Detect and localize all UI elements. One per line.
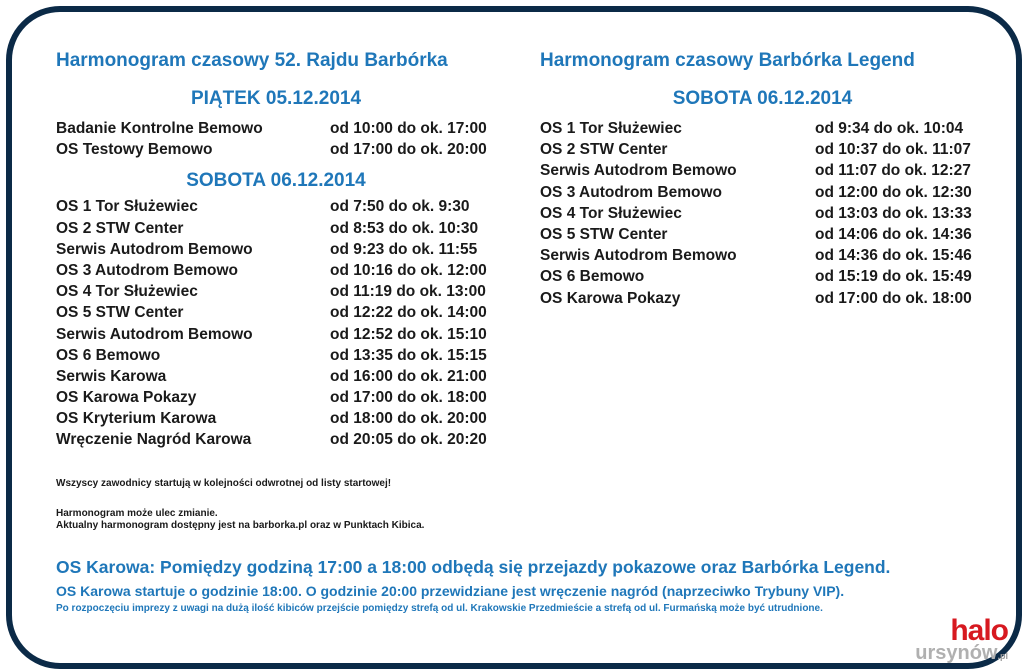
- right-day-row: [540, 160, 1000, 181]
- event-name: Serwis Autodrom Bemowo: [540, 247, 737, 265]
- event-name: Serwis Karowa: [56, 367, 167, 385]
- left-day2-row: [56, 366, 516, 387]
- event-name: OS 4 Tor Służewiec: [56, 283, 198, 301]
- event-name: OS Kryterium Karowa: [56, 410, 217, 428]
- right-day-row: [540, 288, 1000, 309]
- note-reverse-order: Wszyscy zawodnicy startują w kolejności odwrotnej od listy startowej!: [56, 478, 392, 489]
- left-day2-title: SOBOTA 06.12.2014: [186, 170, 366, 192]
- note-may-change: Harmonogram może ulec zmianie.: [56, 508, 218, 519]
- event-name: OS 1 Tor Służewiec: [56, 198, 198, 216]
- right-day-row: [540, 182, 1000, 203]
- left-day2-row: [56, 324, 516, 345]
- right-day-row: [540, 245, 1000, 266]
- event-time: od 17:00 do ok. 20:00: [330, 141, 487, 159]
- event-time: od 9:34 do ok. 10:04: [815, 120, 964, 137]
- event-name: OS Karowa Pokazy: [540, 289, 681, 307]
- halo-ursynow-logo: [915, 614, 1008, 665]
- event-time: od 10:00 do ok. 17:00: [330, 120, 487, 137]
- event-name: OS 2 STW Center: [56, 219, 184, 237]
- left-day1-list: [56, 118, 516, 160]
- left-day2-row: [56, 281, 516, 302]
- right-title: Harmonogram czasowy Barbórka Legend: [540, 50, 915, 71]
- left-day1-row: [56, 139, 516, 160]
- logo-ursynow: [915, 644, 1008, 665]
- right-day-row: [540, 224, 1000, 245]
- event-name: Serwis Autodrom Bemowo: [56, 325, 253, 343]
- event-name: OS Karowa Pokazy: [56, 389, 197, 407]
- left-day2-row: [56, 408, 516, 429]
- event-time: od 14:36 do ok. 15:46: [815, 247, 972, 265]
- footer-line-1: OS Karowa: Pomiędzy godziną 17:00 a 18:00 odbędą się przejazdy pokazowe oraz Barbórka Legend.: [56, 557, 891, 577]
- event-time: od 17:00 do ok. 18:00: [330, 389, 487, 407]
- event-time: od 20:05 do ok. 20:20: [330, 431, 487, 449]
- event-name: Serwis Autodrom Bemowo: [540, 162, 737, 180]
- event-name: OS 4 Tor Służewiec: [540, 204, 682, 222]
- right-day-title: SOBOTA 06.12.2014: [672, 88, 853, 109]
- logo-halo: halo: [950, 614, 1008, 647]
- right-day-row: [540, 139, 1000, 160]
- left-day1-title: PIĄTEK 05.12.2014: [190, 88, 362, 109]
- event-time: od 12:22 do ok. 14:00: [330, 304, 487, 322]
- event-name: OS 6 Bemowo: [56, 346, 161, 364]
- left-day2-row: [56, 429, 516, 450]
- note-current-schedule: Aktualny harmonogram dostępny jest na barborka.pl oraz w Punktach Kibica.: [56, 520, 425, 531]
- event-time: od 7:50 do ok. 9:30: [330, 198, 470, 216]
- left-day2-row: [56, 345, 516, 366]
- left-day2-row: [56, 196, 516, 217]
- event-name: Badanie Kontrolne Bemowo: [56, 120, 263, 137]
- left-schedule: [56, 50, 516, 451]
- event-time: od 12:52 do ok. 15:10: [330, 325, 487, 343]
- event-time: od 10:37 do ok. 11:07: [815, 141, 971, 159]
- logo-pl: .pl: [997, 651, 1008, 661]
- logo-ursynow-text: ursynów: [915, 642, 998, 664]
- event-time: od 15:19 do ok. 15:49: [815, 268, 972, 286]
- right-day-row: [540, 203, 1000, 224]
- right-day-row: [540, 266, 1000, 287]
- left-title: Harmonogram czasowy 52. Rajdu Barbórka: [56, 50, 448, 71]
- left-day2-row: [56, 302, 516, 323]
- event-time: od 8:53 do ok. 10:30: [330, 219, 479, 237]
- event-time: od 16:00 do ok. 21:00: [330, 367, 487, 385]
- event-name: OS 3 Autodrom Bemowo: [540, 183, 722, 201]
- event-time: od 11:19 do ok. 13:00: [330, 283, 486, 301]
- left-day1-row: [56, 118, 516, 139]
- event-time: od 17:00 do ok. 18:00: [815, 289, 972, 307]
- event-name: OS 1 Tor Służewiec: [540, 120, 682, 137]
- event-name: OS 3 Autodrom Bemowo: [56, 261, 238, 279]
- left-day2-row: [56, 239, 516, 260]
- left-day2-row: [56, 218, 516, 239]
- right-day-row: [540, 118, 1000, 139]
- event-time: od 9:23 do ok. 11:55: [330, 240, 478, 258]
- event-name: Serwis Autodrom Bemowo: [56, 240, 253, 258]
- left-day2-row: [56, 260, 516, 281]
- footer-line-2: OS Karowa startuje o godzinie 18:00. O godzinie 20:00 przewidziane jest wręczenie nagród (naprzeciwko Trybuny VIP).: [56, 583, 845, 599]
- right-day-list: [540, 118, 1000, 309]
- event-time: od 13:35 do ok. 15:15: [330, 346, 487, 364]
- event-name: OS 6 Bemowo: [540, 268, 645, 286]
- event-name: OS Testowy Bemowo: [56, 141, 213, 159]
- footer-line-3: Po rozpoczęciu imprezy z uwagi na dużą ilość kibiców przejście pomiędzy strefą od ul. Krakowskie Przedmieście a strefą od ul. Furmańską może być utrudnione.: [56, 603, 823, 614]
- event-name: OS 5 STW Center: [56, 304, 184, 322]
- event-time: od 10:16 do ok. 12:00: [330, 261, 487, 279]
- left-day2-row: [56, 387, 516, 408]
- event-time: od 12:00 do ok. 12:30: [815, 183, 972, 201]
- right-schedule: [540, 50, 1000, 309]
- event-time: od 18:00 do ok. 20:00: [330, 410, 487, 428]
- left-day2-list: [56, 196, 516, 450]
- event-time: od 14:06 do ok. 14:36: [815, 225, 972, 243]
- event-time: od 13:03 do ok. 13:33: [815, 204, 972, 222]
- event-name: Wręczenie Nagród Karowa: [56, 431, 252, 449]
- event-time: od 11:07 do ok. 12:27: [815, 162, 971, 180]
- event-name: OS 2 STW Center: [540, 141, 668, 159]
- event-name: OS 5 STW Center: [540, 225, 668, 243]
